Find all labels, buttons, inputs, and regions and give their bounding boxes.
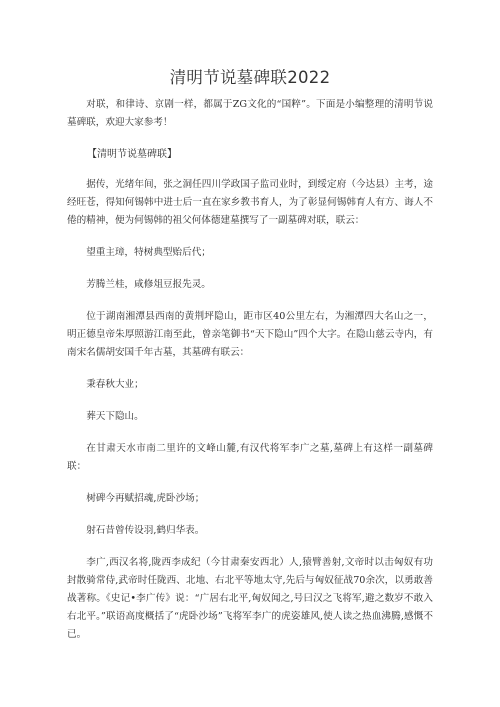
intro-paragraph: 对联，和律诗、京剧一样，都属于ZG文化的“国粹”。下面是小编整理的清明节说墓碑联，欢迎大家参考！ bbox=[67, 99, 433, 128]
couplet-line: 望重主璋，特树典型贻后代； bbox=[86, 247, 211, 258]
couplet-line: 芳腾兰桂，咸修俎豆报先灵。 bbox=[86, 279, 211, 290]
couplet-line: 树碑今再赋招魂,虎卧沙场； bbox=[86, 493, 205, 504]
document-body bbox=[67, 96, 433, 658]
document-title: 清明节说墓碑联2022 bbox=[169, 68, 331, 87]
couplet-line: 葬天下隐山。 bbox=[86, 411, 144, 422]
body-paragraph: 李广,西汉名将,陇西李成纪（今甘肃秦安西北）人,猿臂善射,文帝时以击匈奴有功封散骑常侍,武帝时任陇西、北地、右北平等地太守,先后与匈奴征战70余次，以勇敢善战著称。《史记•李广传》说：“广居右北平,匈奴闻之,号曰汉之飞将军,避之数岁不敢入右北平。”联语高度概括了“虎卧沙场”飞将军李广的虎姿雄风,使人读之热血沸腾,感慨不已。 bbox=[67, 557, 433, 640]
body-paragraph: 据传，光绪年间，张之洞任四川学政国子监司业时，到绥定府（今达县）主考，途经旺苍，得知何锡韩中进士后一直在家乡教书育人，为了彰显何锡韩育人有方、诲人不倦的精神，便为何锡韩的祖父何体德建墓撰写了一副墓碑对联，联云： bbox=[67, 179, 433, 226]
couplet-line: 射石昔曾传设羽,鹤归华表。 bbox=[86, 525, 205, 536]
section-heading: 【清明节说墓碑联】 bbox=[87, 149, 177, 160]
body-paragraph: 在甘肃天水市南二里许的文峰山麓,有汉代将军李广之墓,墓碑上有这样一副墓碑联： bbox=[67, 443, 433, 472]
couplet-line: 秉春秋大业； bbox=[86, 379, 144, 390]
body-paragraph: 位于湖南湘潭县西南的黄荆坪隐山，距市区40公里左右，为湘潭四大名山之一，明正德皇帝朱厚照游江南至此，曾亲笔御书“天下隐山”四个大字。在隐山慈云寺内，有南宋名儒胡安国千年古墓，其墓碑有联云： bbox=[67, 311, 433, 358]
